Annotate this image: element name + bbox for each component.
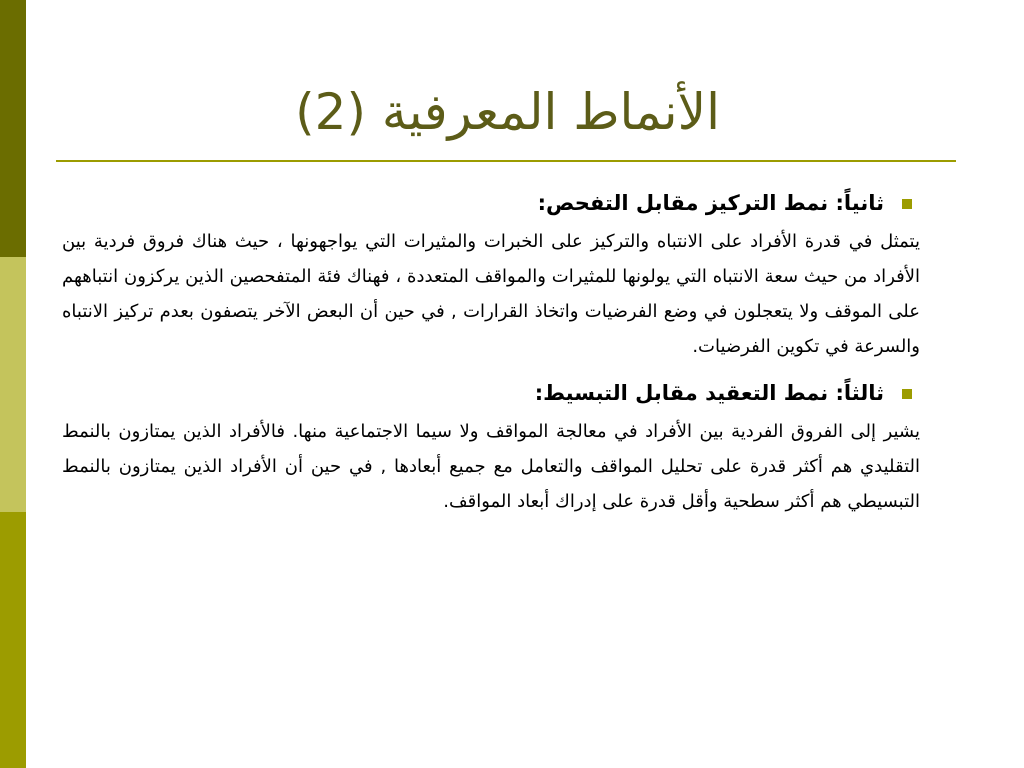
slide-content bbox=[62, 186, 920, 531]
bullet-point-focus-vs-scan bbox=[62, 186, 920, 364]
bullet-body-text: يشير إلى الفروق الفردية بين الأفراد في معالجة المواقف ولا سيما الاجتماعية منها. فالأفراد الذين يمتازون بالنمط التقليدي هم أكثر قدرة على تحليل المواقف والتعامل مع جميع أبعادها , في حين أن الأفراد الذين يمتازون بالنمط التبسيطي هم أكثر سطحية وأقل قدرة على إدراك أبعاد المواقف. bbox=[62, 421, 920, 512]
square-bullet-icon bbox=[902, 199, 912, 209]
bullet-body-text: يتمثل في قدرة الأفراد على الانتباه والتركيز على الخبرات والمثيرات التي يواجهونها ، حيث هناك فروق فردية بين الأفراد من حيث سعة الانتباه التي يولونها للمثيرات والمواقف المتعددة ، فهناك فئة المتفحصين الذين يركزون انتباههم على الموقف ولا يتعجلون في وضع الفرضيات واتخاذ القرارات , في حين أن البعض الآخر يتصفون بعدم تركيز الانتباه والسرعة في تكوين الفرضيات. bbox=[62, 231, 920, 357]
strip-segment-middle bbox=[0, 257, 26, 512]
decorative-side-strip bbox=[0, 0, 26, 768]
bullet-heading-text: ثالثاً: نمط التعقيد مقابل التبسيط: bbox=[534, 381, 884, 405]
strip-segment-bottom bbox=[0, 512, 26, 768]
square-bullet-icon bbox=[902, 389, 912, 399]
slide-title: الأنماط المعرفية (2) bbox=[295, 83, 720, 141]
bullet-point-complexity-vs-simplicity bbox=[62, 376, 920, 519]
strip-segment-top bbox=[0, 0, 26, 257]
bullet-heading bbox=[62, 186, 920, 220]
title-divider bbox=[56, 160, 956, 162]
bullet-heading bbox=[62, 376, 920, 410]
bullet-heading-text: ثانياً: نمط التركيز مقابل التفحص: bbox=[537, 191, 884, 215]
